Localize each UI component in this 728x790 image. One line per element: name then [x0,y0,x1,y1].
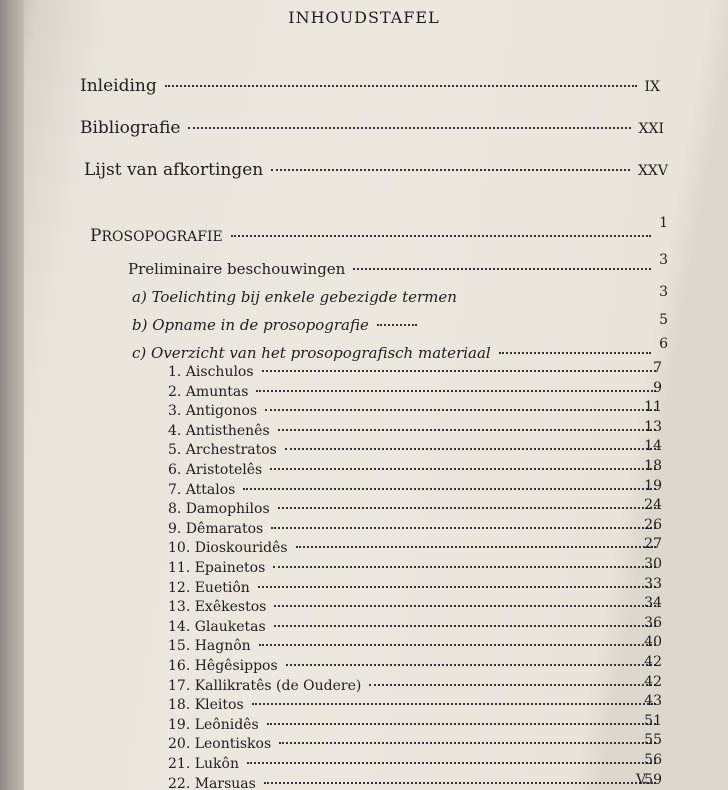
entry-page-number: 34 [644,595,662,612]
entry-page-number: 9 [653,379,662,396]
entry-page-number: 13 [644,418,662,435]
entry-page-number: 56 [644,752,662,768]
dot-leader [369,684,656,686]
toc-entry-label: Bibliografie [80,118,181,138]
toc-entry-page: IX [644,79,660,95]
entry-label: 15. Hagnôn [168,638,251,655]
entry-label: 22. Marsuas [168,775,256,790]
toc-entry-afkortingen[interactable] [84,160,668,182]
entry-page-number: 19 [644,477,662,494]
toc-entry-bibliografie[interactable] [80,118,664,140]
entry-label: 9. Dêmaratos [168,520,264,537]
footer-page-mark: V [636,772,647,788]
entry-page-number: 59 [644,771,662,788]
entry-label: 6. Aristotelês [168,462,263,478]
entry-label: 10. Dioskouridês [168,540,288,557]
entry-label: 2. Amuntas [168,383,249,400]
prosopography-entry[interactable] [168,776,664,790]
dot-leader [262,370,656,372]
dot-leader [265,409,656,411]
toc-sub-b[interactable] [132,312,668,338]
toc-entry-label: Lijst van afkortingen [84,160,264,180]
entry-page-number: 24 [644,497,662,514]
toc-entry-label: a) Toelichting bij enkele gebezigde termen [132,288,457,306]
dot-leader [231,235,651,237]
entry-label: 5. Archestratos [168,442,277,459]
entry-label: 1. Aischulos [168,364,254,380]
page-title: INHOUDSTAFEL [288,8,440,27]
toc-sub-c[interactable] [132,336,668,366]
toc-section-prosopografie[interactable] [90,215,668,248]
dot-leader [279,742,656,744]
dot-leader [377,324,417,326]
toc-entry-page: 3 [659,284,668,300]
entry-page-number: 14 [644,438,662,455]
entry-page-number: 42 [644,654,662,670]
entry-page-number: 36 [644,614,662,631]
dot-leader [165,85,637,87]
entry-page-number: 40 [644,634,662,651]
toc-sub-a[interactable] [132,284,668,310]
entry-label: 20. Leontiskos [168,736,272,753]
toc-section-label: PROSOPOGRAFIE [90,226,223,246]
entry-page-number: 18 [644,458,662,474]
dot-leader [256,390,656,392]
entry-label: 4. Antisthenês [168,422,270,439]
toc-entry-page: 3 [659,252,668,268]
entry-label: 11. Epainetos [168,560,266,576]
dot-leader [499,352,651,354]
toc-entry-page: XXI [638,121,664,137]
entry-label: 18. Kleitos [168,697,244,714]
toc-entry-preliminaire[interactable] [128,252,668,282]
dot-leader [274,625,656,627]
entry-page-number: 27 [644,536,662,553]
toc-entry-label: c) Overzicht van het prosopografisch materiaal [132,344,491,362]
page-edge-shadow [0,0,24,790]
entry-label: 16. Hêgêsippos [168,658,278,674]
toc-entry-page: 5 [659,312,668,328]
toc-entry-label: Preliminaire beschouwingen [128,260,346,278]
toc-entry-label: Inleiding [80,76,157,96]
dot-leader [274,605,656,607]
entry-page-number: 26 [644,516,662,533]
toc-section-page: 1 [659,215,668,231]
entry-label: 7. Attalos [168,481,236,498]
dot-leader [188,127,630,129]
entry-label: 14. Glauketas [168,618,266,635]
dot-leader [258,586,656,588]
dot-leader [271,169,630,171]
dot-leader [243,488,656,490]
entry-label: 12. Euetiôn [168,579,250,596]
entry-page-number: 55 [644,732,662,749]
entry-page-number: 43 [644,693,662,710]
dot-leader [278,507,656,509]
dot-leader [270,468,656,470]
entry-label: 8. Damophilos [168,501,270,518]
toc-entry-page: XXV [637,163,668,179]
toc-entry-inleiding[interactable] [80,76,660,98]
dot-leader [285,448,656,450]
dot-leader [296,546,656,548]
entry-label: 19. Leônidês [168,716,259,733]
entry-page-number: 30 [644,556,662,572]
dot-leader [247,762,656,764]
entry-page-number: 51 [644,712,662,729]
dot-leader [267,723,656,725]
dot-leader [271,527,656,529]
entry-label: 17. Kallikratês (de Oudere) [168,677,362,694]
entry-page-number: 33 [644,575,662,592]
dot-leader [252,703,656,705]
entry-label: 13. Exêkestos [168,599,267,616]
entry-label: 21. Lukôn [168,756,239,772]
entry-label: 3. Antigonos [168,403,258,420]
dot-leader [286,664,656,666]
entry-page-number: 11 [644,399,662,416]
dot-leader [264,782,656,784]
entry-page-number: 7 [653,360,662,376]
dot-leader [273,566,656,568]
entry-page-number: 42 [644,673,662,690]
toc-entry-label: b) Opname in de prosopografie [132,316,369,334]
toc-entry-page: 6 [659,336,668,352]
dot-leader [278,429,656,431]
dot-leader [353,268,651,270]
dot-leader [259,644,656,646]
